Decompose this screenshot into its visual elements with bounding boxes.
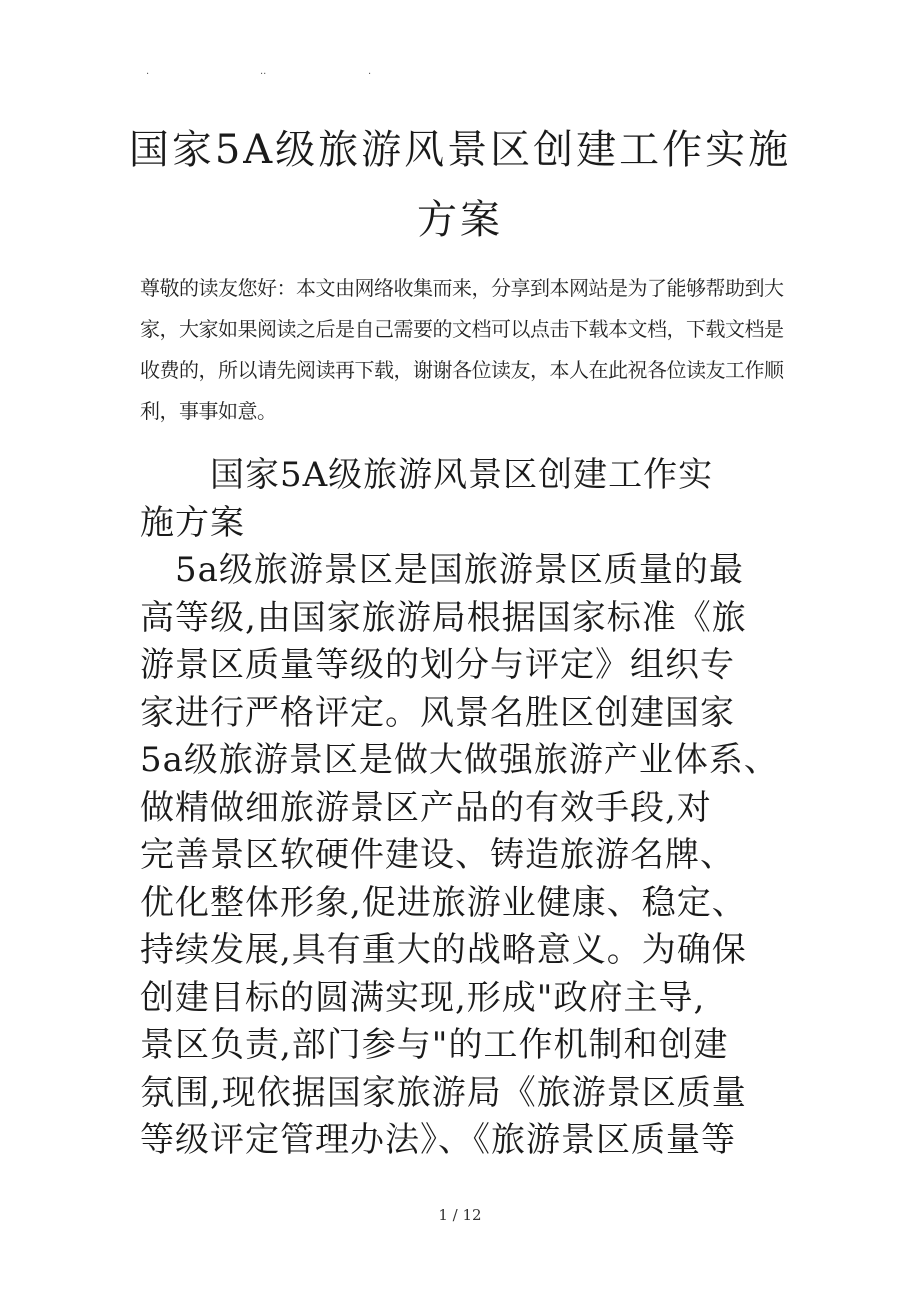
paragraph-line: 优化整体形象,促进旅游业健康、稳定、 [140,882,747,923]
document-title-line-1: 国家5A级旅游风景区创建工作实施 [128,127,792,173]
notice-line: 利，事事如意。 [140,399,277,423]
body-paragraph [140,547,800,1165]
paragraph-line: 家进行严格评定。风景名胜区创建国家 [140,692,735,733]
header-marks [146,66,386,80]
notice-line: 尊敬的读友您好：本文由网络收集而来，分享到本网站是为了能够帮助到大 [140,276,784,300]
paragraph-line: 游景区质量等级的划分与评定》组织专 [140,645,735,685]
page-number: 1 / 12 [438,1206,482,1224]
header-mark: . [368,66,372,77]
paragraph-line: 创建目标的圆满实现,形成"政府主导, [140,977,706,1018]
section-heading [140,452,800,547]
section-heading-line: 施方案 [140,502,245,543]
section-heading-line: 国家5A级旅游风景区创建工作实 [140,455,714,495]
paragraph-line: 高等级,由国家旅游局根据国家标准《旅 [140,597,747,638]
paragraph-line: 等级评定管理办法》、《旅游景区质量等 [140,1120,736,1160]
notice-line: 收费的，所以请先阅读再下载，谢谢各位读友，本人在此祝各位读友工作顺 [140,358,784,382]
paragraph-line: 做精做细旅游景区产品的有效手段,对 [140,787,712,828]
paragraph-line: 氛围,现依据国家旅游局《旅游景区质量 [140,1072,747,1113]
paragraph-line: 5a级旅游景区是国旅游景区质量的最 [140,550,744,590]
header-mark: . [146,66,150,77]
paragraph-line: 5a级旅游景区是做大做强旅游产业体系、 [140,740,779,780]
reader-notice [140,268,790,432]
header-mark: .. [260,66,267,77]
document-title-line-2: 方案 [417,197,503,243]
paragraph-line: 持续发展,具有重大的战略意义。为确保 [140,930,747,970]
paragraph-line: 完善景区软硬件建设、铸造旅游名牌、 [140,835,735,875]
paragraph-line: 景区负责,部门参与"的工作机制和创建 [140,1025,729,1065]
notice-line: 家，大家如果阅读之后是自己需要的文档可以点击下载本文档，下载文档是 [140,317,784,341]
